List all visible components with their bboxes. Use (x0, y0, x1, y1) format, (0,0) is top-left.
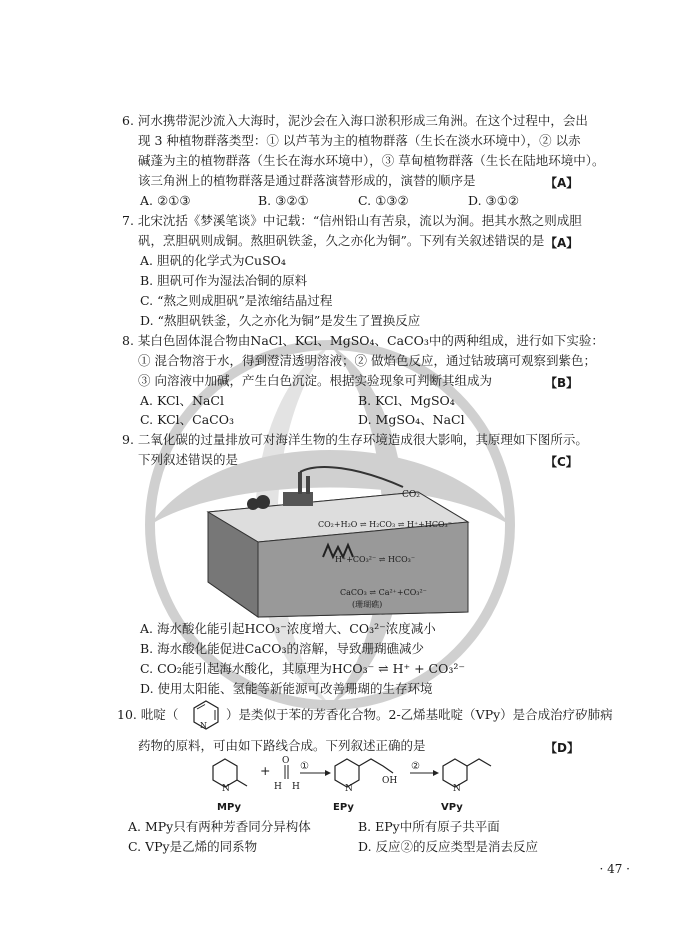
q8-answer: 【B】 (545, 376, 579, 390)
plus-sign: + (260, 763, 271, 778)
q6-option-a: A. ②①③ (140, 193, 191, 208)
q6-option-b: B. ③②① (258, 193, 309, 208)
aldehyde-h1-label: H (274, 782, 282, 792)
q10-option-b: B. EPy中所有原子共平面 (358, 819, 500, 834)
aldehyde-h2-label: H (292, 782, 300, 792)
q8-option-b: B. KCl、MgSO₄ (358, 393, 455, 408)
q9-option-b: B. 海水酸化能促进CaCO₃的溶解，导致珊瑚礁减少 (140, 641, 424, 656)
step-2-label: ② (411, 761, 420, 772)
epy-label: EPy (333, 802, 354, 813)
q8-option-d: D. MgSO₄、NaCl (358, 412, 465, 427)
q9-line-2: 下列叙述错误的是 (138, 452, 239, 467)
ocean-acidification-diagram (188, 462, 478, 622)
q10-option-c: C. VPy是乙烯的同系物 (128, 839, 258, 854)
q9-option-c: C. CO₂能引起海水酸化，其原理为HCO₃⁻ ⇌ H⁺ + CO₃²⁻ (140, 661, 465, 676)
q7-option-a: A. 胆矾的化学式为CuSO₄ (140, 253, 286, 268)
q10-line-2: 药物的原料，可由如下路线合成。下列叙述正确的是 (138, 738, 426, 753)
q10-line-1b: ）是类似于苯的芳香化合物。2-乙烯基吡啶（VPy）是合成治疗矽肺病 (226, 707, 613, 722)
q6-option-d: D. ③①② (468, 193, 520, 208)
q7-answer: 【A】 (545, 236, 579, 250)
q10-option-a: A. MPy只有两种芳香同分异构体 (128, 819, 311, 834)
q10-option-d: D. 反应②的反应类型是消去反应 (358, 839, 539, 854)
q6-line-1: 6. 河水携带泥沙流入大海时，泥沙会在入海口淤积形成三角洲。在这个过程中，会出 (122, 113, 588, 128)
q8-line-3: ③ 向溶液中加碱，产生白色沉淀。根据实验现象可判断其组成为 (138, 373, 492, 388)
diagram-eq-1: CO₂+H₂O ⇌ H₂CO₃ ⇌ H⁺+HCO₃⁻ (318, 520, 452, 529)
q7-option-c: C. “熬之则成胆矾”是浓缩结晶过程 (140, 293, 333, 308)
q9-option-d: D. 使用太阳能、氢能等新能源可改善珊瑚的生存环境 (140, 681, 433, 696)
q7-line-2: 矾，烹胆矾则成铜。熬胆矾铁釜，久之亦化为铜”。下列有关叙述错误的是 (138, 233, 545, 248)
q7-option-b: B. 胆矾可作为湿法冶铜的原料 (140, 273, 308, 288)
q8-line-1: 8. 某白色固体混合物由NaCl、KCl、MgSO₄、CaCO₃中的两种组成，进行如下实验： (122, 333, 604, 348)
q7-line-1: 7. 北宋沈括《梦溪笔谈》中记载：“信州铅山有苦泉，流以为涧。挹其水熬之则成胆 (122, 213, 582, 228)
q10-line-1a: 10. 吡啶（ (117, 707, 179, 722)
diagram-co2-label: CO₂ (402, 490, 420, 500)
q8-option-c: C. KCl、CaCO₃ (140, 412, 234, 427)
diagram-coral-label: (珊瑚礁) (352, 600, 383, 609)
epy-oh-label: OH (382, 776, 398, 786)
q7-option-d: D. “熬胆矾铁釜，久之亦化为铜”是发生了置换反应 (140, 313, 421, 328)
aldehyde-o-label: O (282, 756, 290, 766)
diagram-eq-2: H⁺+CO₃²⁻ ⇌ HCO₃⁻ (335, 555, 416, 564)
q8-line-2: ① 混合物溶于水，得到澄清透明溶液；② 做焰色反应，通过钴玻璃可观察到紫色； (138, 353, 596, 368)
vpy-label: VPy (441, 802, 463, 813)
vpy-n-label: N (453, 784, 461, 794)
epy-n-label: N (345, 784, 353, 794)
pyridine-n-label: N (200, 721, 207, 730)
mpy-label: MPy (217, 802, 241, 813)
q9-answer: 【C】 (545, 455, 578, 469)
q6-line-3: 碱蓬为主的植物群落（生长在海水环境中），③ 草甸植物群落（生长在陆地环境中）。 (138, 153, 605, 168)
q6-option-c: C. ①③② (358, 193, 409, 208)
q10-answer: 【D】 (545, 741, 579, 755)
diagram-eq-3: CaCO₃ ⇌ Ca²⁺+CO₃²⁻ (340, 588, 427, 597)
q6-line-4: 该三角洲上的植物群落是通过群落演替形成的，演替的顺序是 (138, 173, 476, 188)
q9-option-a: A. 海水酸化能引起HCO₃⁻浓度增大、CO₃²⁻浓度减小 (140, 621, 436, 636)
page-number: · 47 · (599, 862, 630, 876)
q9-line-1: 9. 二氧化碳的过量排放可对海洋生物的生存环境造成很大影响，其原理如下图所示。 (122, 432, 588, 447)
q6-line-2: 现 3 种植物群落类型：① 以芦苇为主的植物群落（生长在淡水环境中），② 以赤 (138, 133, 581, 148)
q6-answer: 【A】 (545, 176, 579, 190)
q8-option-a: A. KCl、NaCl (140, 393, 224, 408)
step-1-label: ① (300, 761, 309, 772)
mpy-n-label: N (222, 784, 230, 794)
